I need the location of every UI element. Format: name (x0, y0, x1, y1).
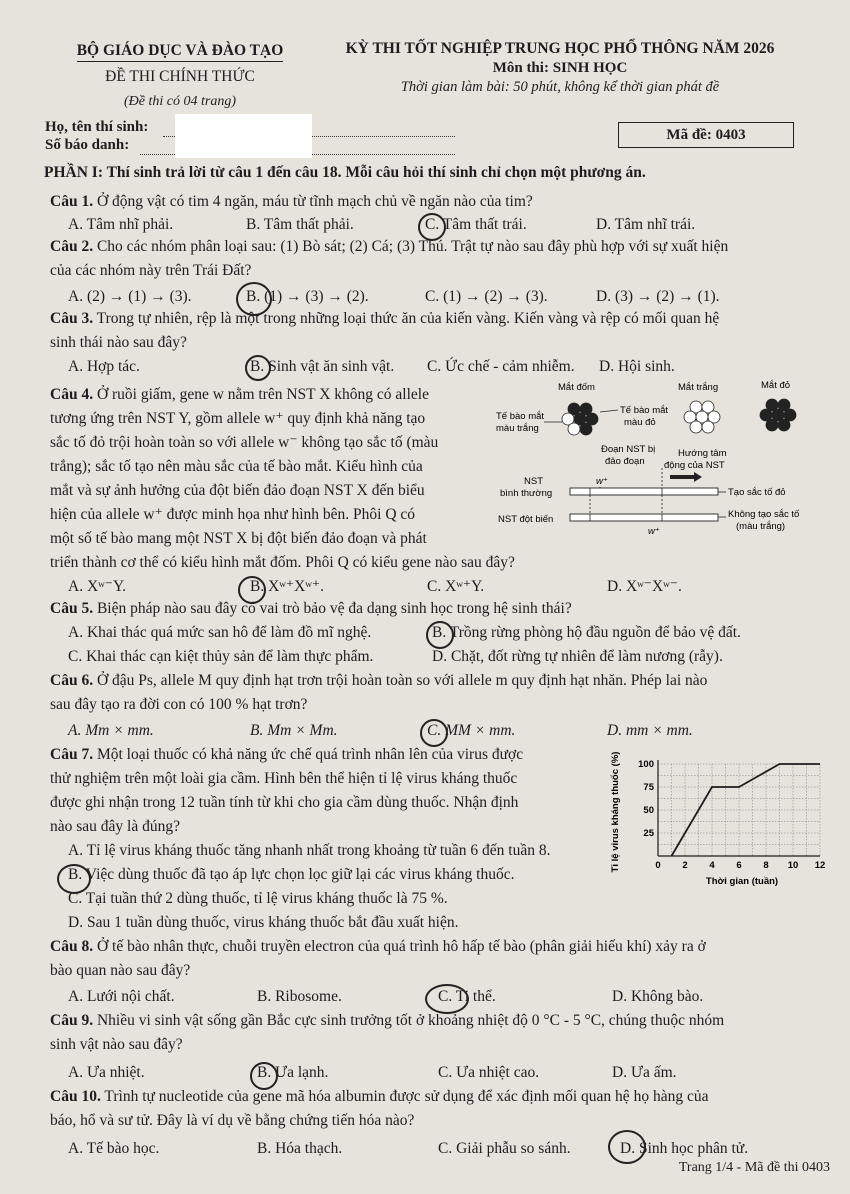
normal-chromosome (570, 488, 718, 495)
x-tick-label: 6 (736, 860, 742, 871)
allele-normal: w⁺ (596, 476, 608, 487)
white-eye-icon (684, 401, 720, 433)
q9-option-b: B. Ưa lạnh. (257, 1064, 329, 1081)
q5-option-a: A. Khai thác quá mức san hô để làm đồ mĩ nghệ. (68, 624, 372, 641)
q1-option-b: B. Tâm thất phải. (246, 216, 354, 233)
q4-stem-8: triển thành cơ thể có kiểu hình mắt đốm. Phôi Q có kiểu gene nào sau đây? (50, 554, 515, 571)
y-tick-label: 75 (643, 782, 654, 793)
q4-figure (490, 376, 835, 548)
header-right (310, 40, 810, 96)
ministry: BỘ GIÁO DỤC VÀ ĐÀO TẠO (77, 42, 284, 62)
q2-option-c: C. (1) → (2) → (3). (425, 288, 548, 305)
q4-option-b: B. Xʷ⁺Xʷ⁺. (250, 578, 324, 595)
label-spotted: Mắt đốm (558, 382, 595, 393)
q1-option-c: C. Tâm thất trái. (425, 216, 527, 233)
spotted-eye-icon (562, 403, 598, 435)
q3-stem-1: Câu 3. Trong tự nhiên, rệp là một trong những loại thức ăn của kiến vàng. Kiến vàng và rệp có mối quan hệ (50, 310, 720, 327)
q7-answer-mark (57, 864, 91, 894)
q3-option-c: C. Ức chế - cảm nhiễm. (427, 358, 575, 375)
q8-answer-mark (425, 984, 469, 1014)
label-red-cell-2: màu đỏ (624, 417, 656, 428)
label-white-cell-1: Tế bào mắt (496, 411, 545, 422)
redacted-area (175, 114, 312, 158)
label-white: Mắt trắng (678, 382, 719, 393)
subject: Môn thi: SINH HỌC (492, 60, 628, 76)
q4-stem-4: trắng); sắc tố tạo nên màu sắc của tế bào mắt. Kiểu hình của (50, 458, 423, 475)
q10-option-a: A. Tế bào học. (68, 1140, 160, 1157)
q9-stem-1: Câu 9. Nhiều vi sinh vật sống gần Bắc cực sinh trưởng tốt ở khoảng nhiệt độ 0 °C - 5 °C, chúng thuộc nhóm (50, 1012, 725, 1029)
page-footer: Trang 1/4 - Mã đề thi 0403 (678, 1160, 830, 1175)
chart-x-label: Thời gian (tuần) (705, 876, 779, 887)
q8-option-d: D. Không bào. (612, 988, 704, 1005)
q6-option-d: D. mm × mm. (607, 722, 693, 739)
q5-stem: Câu 5. Biện pháp nào sau đây có vai trò bảo vệ đa dạng sinh học trong hệ sinh thái? (50, 600, 572, 617)
q4-stem-7: một số tế bào mang một NST X bị đột biến đảo đoạn và phát (50, 530, 427, 547)
q1-option-a: A. Tâm nhĩ phải. (68, 216, 174, 233)
q3-stem-2: sinh thái nào sau đây? (50, 334, 187, 351)
q6-option-c: C. MM × mm. (427, 722, 516, 739)
x-tick-label: 10 (787, 860, 799, 871)
x-tick-label: 4 (709, 860, 715, 871)
exam-title: KỲ THI TỐT NGHIỆP TRUNG HỌC PHỔ THÔNG NĂM 2026 (345, 40, 775, 57)
q1-answer-mark (418, 213, 446, 241)
q8-stem-2: bào quan nào sau đây? (50, 962, 191, 979)
direction-arrow-icon (670, 472, 702, 482)
time-note: Thời gian làm bài: 50 phút, không kể thời gian phát đề (400, 79, 720, 95)
id-label: Số báo danh: (45, 137, 130, 153)
label-inv-seg-2: đảo đoạn (605, 456, 645, 467)
q3-option-b: B. Sinh vật ăn sinh vật. (250, 358, 395, 375)
label-mutant: NST đột biến (498, 514, 554, 525)
x-tick-label: 12 (814, 860, 826, 871)
label-normal-1: NST (524, 476, 543, 487)
label-white-cell-2: màu trắng (496, 423, 539, 434)
q7-stem-1: Câu 7. Một loại thuốc có khả năng ức chế quá trình nhân lên của virus được (50, 746, 524, 763)
q4-option-d: D. Xʷ⁻Xʷ⁻. (607, 578, 682, 595)
label-direction-2: động của NST (664, 460, 725, 471)
q8-option-a: A. Lưới nội chất. (68, 988, 175, 1005)
label-direction-1: Hướng tâm (678, 448, 727, 459)
x-tick-label: 2 (682, 860, 688, 871)
q9-answer-mark (250, 1062, 278, 1090)
q4-option-a: A. Xʷ⁻Y. (68, 578, 127, 595)
q4-option-c: C. Xʷ⁺Y. (427, 578, 485, 595)
q2-option-b: B. (1) → (3) → (2). (246, 288, 369, 305)
q10-answer-mark (608, 1130, 646, 1164)
label-no-pigment: Không tạo sắc tố (728, 509, 800, 520)
q7-option-d: D. Sau 1 tuần dùng thuốc, virus kháng thuốc bắt đầu xuất hiện. (68, 914, 459, 931)
header-left (60, 42, 300, 110)
q5-option-c: C. Khai thác cạn kiệt thủy sản để làm thực phẩm. (68, 648, 374, 665)
q7-chart (606, 752, 832, 892)
q3-answer-mark (245, 355, 271, 381)
q7-stem-3: được ghi nhận trong 12 tuần tính từ khi cho gia cầm dùng thuốc. Nhận định (50, 794, 519, 811)
q7-option-b: B. Việc dùng thuốc đã tạo áp lực chọn lọc giữ lại các virus kháng thuốc. (68, 866, 515, 883)
x-tick-label: 0 (655, 860, 661, 871)
official-label: ĐỀ THI CHÍNH THỨC (105, 68, 255, 85)
allele-mutant: w⁺ (648, 526, 660, 537)
q5-answer-mark (426, 621, 454, 649)
chart-grid (658, 764, 820, 856)
mutant-chromosome (570, 514, 718, 521)
q2-option-d: D. (3) → (2) → (1). (596, 288, 720, 305)
q2-option-a: A. (2) → (1) → (3). (68, 288, 192, 305)
q7-option-a: A. Tỉ lệ virus kháng thuốc tăng nhanh nhất trong khoảng từ tuần 6 đến tuần 8. (68, 842, 551, 859)
q10-option-b: B. Hóa thạch. (257, 1140, 343, 1157)
q5-option-b: B. Trồng rừng phòng hộ đầu nguồn để bảo vệ đất. (432, 624, 741, 641)
q4-stem-6: hiện của allele w⁺ được minh họa như hình bên. Phôi Q có (50, 506, 416, 523)
q6-option-b: B. Mm × Mm. (250, 722, 338, 739)
q10-stem-1: Câu 10. Trình tự nucleotide của gene mã hóa albumin được sử dụng để xác định mối quan hệ họ hàng của (50, 1088, 709, 1105)
label-inv-seg-1: Đoạn NST bị (601, 444, 656, 455)
q10-option-d: D. Sinh học phân tử. (620, 1140, 749, 1157)
red-eye-icon (760, 399, 796, 431)
q3-option-a: A. Hợp tác. (68, 358, 140, 375)
q9-option-c: C. Ưa nhiệt cao. (438, 1064, 540, 1081)
q2-stem-1: Câu 2. Cho các nhóm phân loại sau: (1) Bò sát; (2) Cá; (3) Thú. Trật tự nào sau đây phù hợp với sự xuất hiện (50, 238, 729, 255)
label-red-cell-1: Tế bào mắt (620, 405, 669, 416)
label-normal-2: bình thường (500, 488, 553, 499)
chart-ticks (638, 759, 825, 871)
q5-option-d: D. Chặt, đốt rừng tự nhiên để làm nương (rẫy). (432, 648, 723, 665)
q3-option-d: D. Hội sinh. (599, 358, 675, 375)
q6-option-a: A. Mm × mm. (68, 722, 154, 739)
q4-stem-3: sắc tố đỏ trội hoàn toàn so với allele w⁻ không tạo sắc tố (màu (50, 434, 439, 451)
label-white-paren: (màu trắng) (736, 521, 786, 532)
q8-option-c: C. Ti thể. (438, 988, 496, 1005)
y-tick-label: 25 (643, 828, 654, 839)
q4-stem-1: Câu 4. Ở ruồi giấm, gene w nằm trên NST X không có allele (50, 386, 429, 403)
q1-option-d: D. Tâm nhĩ trái. (596, 216, 696, 233)
q1-stem: Câu 1. Ở động vật có tim 4 ngăn, máu từ tĩnh mạch chủ về ngăn nào của tim? (50, 193, 533, 210)
q8-stem-1: Câu 8. Ở tế bào nhân thực, chuỗi truyền electron của quá trình hô hấp tế bào (phân giải hiếu khí) xảy ra ở (50, 938, 706, 955)
q4-stem-5: mắt và sự ảnh hưởng của đột biến đảo đoạn NST X đến biểu (50, 482, 425, 499)
q7-stem-4: nào sau đây là đúng? (50, 818, 180, 835)
q10-stem-2: báo, hổ và sư tử. Đây là ví dụ về bằng chứng tiến hóa nào? (50, 1112, 415, 1129)
y-tick-label: 50 (643, 805, 654, 816)
q10-option-c: C. Giải phẫu so sánh. (438, 1140, 571, 1157)
part1-title: PHẦN I: Thí sinh trả lời từ câu 1 đến câu 18. Mỗi câu hỏi thí sinh chỉ chọn một phương án. (44, 164, 646, 181)
q9-option-a: A. Ưa nhiệt. (68, 1064, 145, 1081)
q8-option-b: B. Ribosome. (257, 988, 342, 1005)
pages-note: (Đề thi có 04 trang) (124, 94, 236, 109)
q6-stem-1: Câu 6. Ở đậu Ps, allele M quy định hạt trơn trội hoàn toàn so với allele m quy định hạt nhăn. Phép lai nào (50, 672, 708, 689)
q9-stem-2: sinh vật nào sau đây? (50, 1036, 183, 1053)
name-label: Họ, tên thí sinh: (45, 119, 149, 135)
q7-stem-2: thử nghiệm trên một loài gia cầm. Hình bên thể hiện tỉ lệ virus kháng thuốc (50, 770, 518, 787)
q7-option-c: C. Tại tuần thứ 2 dùng thuốc, tỉ lệ virus kháng thuốc là 75 %. (68, 890, 448, 907)
q6-stem-2: sau đây tạo ra đời con có 100 % hạt trơn? (50, 696, 308, 713)
y-tick-label: 100 (638, 759, 654, 770)
q9-option-d: D. Ưa ấm. (612, 1064, 677, 1081)
chart-y-label: Tỉ lệ virus kháng thuốc (%) (610, 752, 621, 873)
q4-stem-2: tương ứng trên NST Y, gồm allele w⁺ quy định khả năng tạo (50, 410, 426, 427)
exam-code: Mã đề: 0403 (618, 122, 794, 148)
x-tick-label: 8 (763, 860, 769, 871)
label-red: Mắt đỏ (761, 380, 791, 391)
q2-stem-2: của các nhóm này trên Trái Đất? (50, 262, 252, 279)
label-makes-red: Tạo sắc tố đỏ (728, 487, 786, 498)
q6-answer-mark (420, 719, 448, 747)
